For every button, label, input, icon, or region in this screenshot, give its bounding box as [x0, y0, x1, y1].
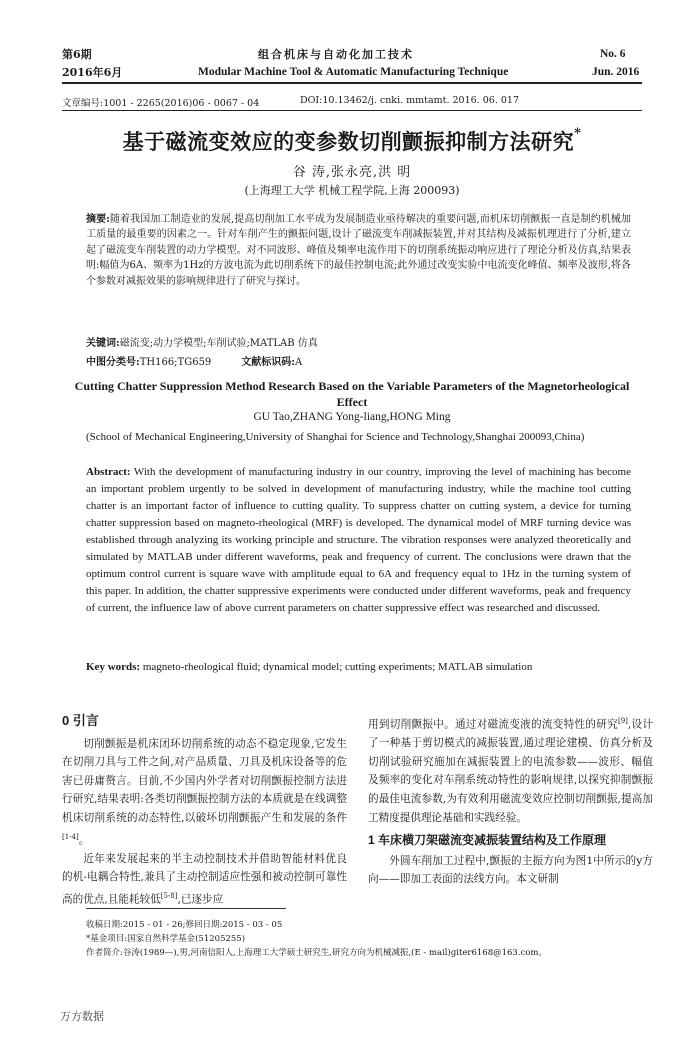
section-0-p1-text: 切削颤振是机床闭环切削系统的动态不稳定现象,它发生在切削刀具与工件之间,对产品质量、刀具及机床设备等的危害已毋庸赘言。目前,不少国内外学者对切削颤振控制方法进行研究,结果表明:各类切削颤振控制方法的本质就是在线调整机床切削系统的动态特性,以破坏切削颤振产生和发展的条件 [62, 737, 347, 824]
section-0-paragraph-3 [368, 712, 653, 827]
title-fund-mark: * [574, 126, 582, 141]
classification [86, 353, 302, 368]
header-journal-cn: 组合机床与自动化加工技术 [258, 48, 414, 61]
section-0-heading: 0 引言 [62, 713, 99, 728]
header-issue-cn: 第6期 [62, 48, 92, 61]
paper-title [60, 126, 644, 156]
meta-rule [62, 110, 642, 111]
footnote-rule [86, 908, 286, 909]
footnotes [86, 918, 626, 960]
doc-code-value: A [295, 357, 303, 368]
english-title: Cutting Chatter Suppression Method Research Based on the Variable Parameters of the Magnetorheological Effect [74, 379, 630, 409]
abstract-cn-text: 随着我国加工制造业的发展,提高切削加工水平成为发展制造业亟待解决的重要问题,而机床切削颤振一直是制约机械加工质量的最重要的因素之一。针对车削产生的颤振问题,设计了磁流变车削减振装置,并对其结构及减振机理进行了分析,建立起了磁流变车削装置的动力学模型。对不同波形、峰值及频率电流作用下的切削系统振动响应进行了理论分析及仿真,结果表明:幅值为6A、频率为1Hz的方波电流为此切削系统下的最佳控制电流;此外通过改变实验中电流变化峰值、频率及波形,将各个参数对减振效果的影响规律进行了研究与探讨。 [86, 214, 631, 287]
abstract-en-text: With the development of manufacturing industry in our country, improving the level of machining has become an important problem urgently to be solved in development of manufacturing industry, while the machine tool cutting chatter is an important factor of influence to cutting quality. To suppress chatter on cutting system, a device for turning chatter suppression based on magneto-rheological (MRF) is developed. The dynamical model of MRF turning device was established through analyzing its working principle and structure. The vibration responses were analyzed theoretically and simulated by MATLAB under different waveforms, peak and frequency of current. The conclusions were drawn that the optimum control current is square wave with amplitude equal to 6A and frequency equal to 1Hz in the turning system of this paper. In addition, the chatter suppressive experiments were conducted under different waveforms, peak and frequency of current, the influence law of above current parameters on chatter suppressive effect was researched and discussed. [86, 466, 631, 614]
article-number [62, 95, 259, 109]
citation-1-4: [1-4] [62, 832, 79, 841]
watermark: 万方数据 [60, 1011, 104, 1023]
header-journal-en: Modular Machine Tool & Automatic Manufacturing Technique [198, 66, 509, 78]
english-affiliation: (School of Mechanical Engineering,University of Shanghai for Science and Technology,Shanghai 200093,China) [86, 431, 585, 443]
abstract-cn-label: 摘要: [86, 214, 110, 225]
body-right-column [368, 712, 653, 889]
keywords-cn-label: 关键词: [86, 338, 120, 349]
abstract-cn [86, 212, 631, 289]
citation-9: [9] [617, 717, 628, 725]
english-authors: GU Tao,ZHANG Yong-liang,HONG Ming [253, 411, 451, 423]
section-0-p1-end: 。 [78, 834, 90, 847]
citation-5-8: [5-8] [160, 891, 178, 900]
body-left-column [62, 712, 347, 909]
header-date-en: Jun. 2016 [592, 66, 640, 78]
section-0-p3-end: ,设计了一种基于剪切模式的减振装置,通过理论建模、仿真分析及切削试验研究施加在减振装置上的电流参数——波形、幅值及频率的变化对车削系统动特性的影响规律,以探究抑制颤振的最佳电流参数,为有效利用磁流变效应控制切削颤振,提高加工精度提供理论基础和实践经验。 [368, 718, 653, 824]
keywords-cn-text: 磁流变;动力学模型;车削试验;MATLAB 仿真 [119, 338, 318, 349]
doc-code-label: 文献标识码: [241, 357, 295, 368]
paper-title-text: 基于磁流变效应的变参数切削颤振抑制方法研究 [122, 129, 575, 154]
abstract-en [86, 464, 631, 617]
footnote-fund: *基金项目:国家自然科学基金(51205255) [86, 934, 246, 944]
header-rule [62, 82, 642, 84]
section-0-p2-text: 近年来发展起来的半主动控制技术并借助智能材料优良的机-电耦合特性,兼具了主动控制适应性强和被动控制可靠性高的优点,且能耗较低 [62, 852, 347, 906]
authors: 谷 涛,张永亮,洪 明 [292, 165, 412, 180]
footnote-received: 收稿日期:2015 - 01 - 26;修回日期:2015 - 03 - 05 [86, 920, 283, 930]
section-0-paragraph-2 [62, 850, 347, 909]
keywords-en-text: magneto-rheological fluid; dynamical model; cutting experiments; MATLAB simulation [142, 661, 533, 673]
keywords-cn [86, 336, 631, 351]
section-0-p2-end: ,已逐步应 [177, 893, 224, 906]
header-date-cn: 2016年6月 [62, 66, 123, 79]
abstract-en-label: Abstract: [86, 466, 131, 478]
affiliation: (上海理工大学 机械工程学院,上海 200093) [244, 184, 460, 197]
clc-label: 中图分类号: [86, 357, 140, 368]
section-1-paragraph-1: 外圆车削加工过程中,颤振的主振方向为图1中所示的y方向——即加工表面的法线方向。本文研制 [368, 854, 653, 886]
section-0-p3-text: 用到切削颤振中。通过对磁流变液的流变特性的研究 [368, 718, 618, 731]
section-0-paragraph-1 [62, 735, 347, 850]
keywords-en [86, 661, 631, 673]
article-number-text: 文章编号:1001 - 2265(2016)06 - 0067 - 04 [62, 98, 260, 109]
clc-value: TH166;TG659 [139, 357, 212, 368]
section-1-heading: 1 车床横刀架磁流变减振装置结构及工作原理 [368, 833, 607, 848]
keywords-en-label: Key words: [86, 661, 141, 673]
footnote-author: 作者简介:谷涛(1989—),男,河南信阳人,上海理工大学硕士研究生,研究方向为机械减振,(E - mail)giter6168@163.com。 [86, 948, 547, 958]
doi: DOI:10.13462/j. cnki. mmtamt. 2016. 06. 017 [300, 95, 519, 106]
header-issue-en: No. 6 [600, 48, 626, 60]
